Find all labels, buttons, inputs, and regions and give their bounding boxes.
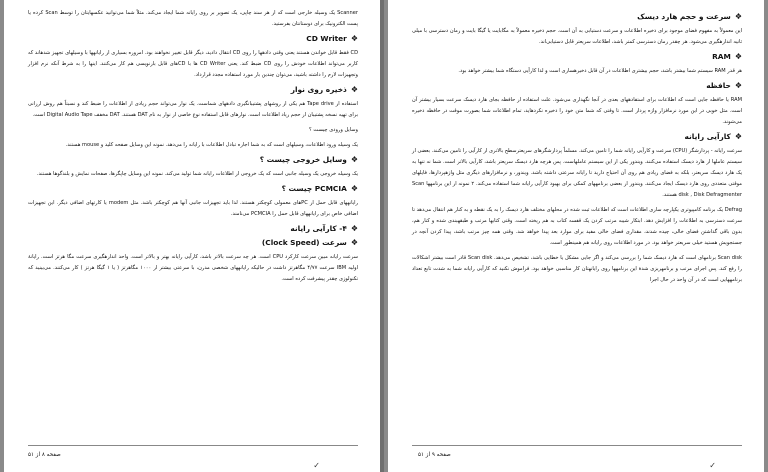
section-paragraph: استفاده از Tape drive هم یکی از روشهای پشتیبانگیری دادههای شماست. یک نوار می‌تواند حجم زیادی از اطلاعات را ضبط کند و نسبتاً هم روش ارزانی برای تهیه نسخه پشتیبان از حجم زیاد اطلاعات است. نوارهای قابل استفاده نوع خاصی از نوار به نام DAT هستند. DAT مخفف Digital Audio Tape است. [28,101,358,118]
section-heading [412,12,742,22]
bullet-icon: ❖ [734,81,742,90]
section-paragraph: یک وسیله خروجی یک وسیله جانبی است که یک خروجی از اطلاعات رایانه شما تولید می‌کند. نمونه این وسایل چاپگرها، صفحات نمایش و بلندگوها هستند. [36,171,358,177]
page-8-content [28,8,358,289]
section-title: سرعت و حجم هارد دیسک [637,12,731,21]
bullet-icon: ❖ [734,52,742,61]
bullet-icon: ❖ [350,34,358,43]
section-title: CD Writer [306,34,347,43]
section-title: ۴- کارآیی رایانه [290,224,347,233]
section-heading [412,81,742,91]
section-heading [412,52,742,62]
bullet-icon: ❖ [734,132,742,141]
section-heading [28,85,358,95]
section-heading [28,34,358,44]
section-title: کارآیی رایانه [684,132,731,141]
bullet-icon: ❖ [350,85,358,94]
section-title: ذخیره روی نوار [290,85,347,94]
section-paragraph: این معمولاً به مفهوم فضای موجود برای ذخیره اطلاعات و سرعت دستیابی به آن است. حجم ذخیره معمولاً به مگابایت یا گیگا بایت و زمان دسترسی با میلی ثانیه اندازهگیری می‌شود. هر چقدر زمان دسترسی کمتر باشد، اطلاعات سریعتر قابل دستیابی‌اند. [412,28,742,45]
bullet-icon: ❖ [350,238,358,247]
section-paragraph: سرعت رایانه مبین سرعت کارکرد CPU است. هر چه سرعت بالاتر باشد، کارآیی رایانه بهتر و بالاتر است. واحد اندازهگیری سرعت مگا هرتز است. رایانهٔ اولیه IBM سرعت ۴/۷۷ مگاهرتز داشت در حالیکه رایانههای شخصی مدرن، با سرعتی بیشتر از ۱۰۰۰ مگاهرتز ( یا ۱ گیگا هرتز ) کار می‌کنند. می‌بینید که تکنولوژی چقدر پیشرفت کرده است. [28,254,358,282]
section-paragraph: وسایل ورودی چیست ؟ [309,127,358,133]
section-paragraph: یک وسیله ورود اطلاعات، وسیلهای است که به شما اجازه تبادل اطلاعات با رایانه را می‌دهد. نمونه این وسایل صفحه کلید و mouse هستند. [65,142,358,148]
bullet-icon: ❖ [734,12,742,21]
page-number: صفحه ۹ از ۵۱ [418,452,451,458]
document-page-8 [4,0,380,472]
section-paragraph: CD فقط قابل خواندن هستند یعنی وقتی دادهها را روی CD انتقال دادید، دیگر قابل تغییر نخواهند بود. امروزه بسیاری از رایانهها با وسیلهای تجهیز شدهاند که کاربر می‌تواند اطلاعات خودش را روی CD ضبط کند. یعنی CD Writer ها با CDهای قابل بازنویسی هم کار می‌کنند. اینها را به شرط آنکه نرم افزار وتجهیزات لازم را داشته باشید، می‌توان چندین بار مورد استفاده مجدد قرارداد. [28,50,358,78]
bullet-icon: ❖ [350,155,358,164]
section-paragraph: RAM یا حافظه جایی است که اطلاعات برای استفادههای بعدی در آنجا نگهداری می‌شود. علت استفاده از حافظه بجای هارد دیسک سرعت بسیار بیشتر آن است. مثل خوبی در این مورد نرمافزار واژه پرداز است. تا وقتی که شما متن خود را ذخیره نکردهاید، تمام اطلاعات شما بصورت موقت در حافظه ذخیره می‌شوند. [412,97,742,125]
section-title: وسایل خروجی چیست ؟ [259,155,347,164]
section-paragraph: Scan disk برنامهای است که هارد دیسک شما را بررسی می‌کند و اگر جایی مشکل یا خطایی باشد، تشخیص می‌دهد. Scan disk قادر است بیشتر اشکالات را رفع کند. پس اجرای مرتب و برنامهریزی شدهٔ این برنامهها روی رایانهتان کار مناسبی خواهد بود. فراموش نکنید که کارآیی رایانه شما به شدت تابع تعداد برنامههایی است که در آن واحد در حال اجرا [412,255,743,283]
bullet-icon: ❖ [350,224,358,233]
section-heading [28,184,358,194]
document-page-9 [388,0,764,472]
gutter-shadow [380,0,384,472]
section-heading [28,155,358,165]
section-heading [28,238,358,248]
checkmark-icon: ✓ [313,461,320,470]
section-title: PCMCIA چیست ؟ [281,184,347,193]
section-paragraph: سرعت رایانه - پردازشگر (CPU) سرعت و کارآیی رایانه شما را تامین می‌کند. مسلماً پردازشگرهای سریعترسطح بالاتری از کارآیی را تامین می‌کنند. بعضی از سیستم عاملها از هارد دیسک استفاده می‌کنند. ویندوز یکی از این سیستم عاملهاست. پس هرچه هارد دیسک سریعتر باشد، کارآیی بالاتر است. شما نه تنها به یک هارد دیسک سریعتر، بلکه به فضای زیادی هم روی آن احتیاج دارید تا رایانه سرعتی داشته باشد. ویندوز، و نرمافزارهای دیگری مثل واژهپردازها، فایلهای موقتی متعددی روی هارد دیسک ایجاد می‌کنند. ویندوز از بعضی برنامههای کمکی برای بهبود کارآیی رایانه شما استفاده می‌کند. ۲ نمونه از این برنامهها Scan disk , Disk Defragmenter هستند. [412,148,742,198]
section-title: حافظه [706,81,731,90]
footer-rule [412,445,742,446]
section-paragraph: رایانههای قابل حمل از PCهای معمولی کوچکتر هستند. لذا باید تجهیزات جانبی آنها هم کوچکتر باشد. مثل modem یا کارتهای اضافی دیگر. این تجهیزات اضافی خاص برای رایانههای قابل حمل را PCMCIA می‌نامند. [28,200,359,217]
section-title: RAM [712,52,731,61]
page-number: صفحه ۸ از ۵۱ [28,452,61,458]
section-heading [28,224,358,234]
section-paragraph: هر قدر RAM سیستم شما بیشتر باشد، حجم بیشتری اطلاعات در آن قابل ذخیرهسازی است و لذا کارآیی دستگاه شما بیشتر خواهد بود. [458,68,742,74]
scanner-paragraph: Scanner یک وسیله خارجی است که از هر سند چاپی، یک تصویر بر روی رایانه شما ایجاد می‌کند. مثلاً شما می‌توانید عکسهایتان را توسط Scan کرده یا پست الکترونیک برای دوستانتان بفرستید. [28,10,358,27]
footer-rule [28,445,358,446]
checkmark-icon: ✓ [709,461,716,470]
section-title: سرعت (Clock Speed) [261,238,347,247]
section-heading [412,132,742,142]
section-paragraph: Defrag یک برنامه کامپیوتری یکپارچه سازی اطلاعات است که اطلاعات ثبت شده در محلهای مختلف هارد دیسک را به یک نقطه و به کنار هم انتقال می‌دهد تا سرعت دسترسی به اطلاعات را افزایش دهد. ابتکار شیبه مرتب کردن یک قفسه کتاب به هم ریخته است. وقتی کتابها مرتب و طبقهبندی شده و کنار هم، بدون باقی گذاشتن فضای خالی، چیده شدند، مقداری فضای خالی مفید برای موارد بعد پیدا خواهد شد. وقتی همه چیز مرتب باشد، پیدا کردن آنچه در جستجویش هستید خیلی سریعتر خواهد بود. در مورد اطلاعات روی رایانه هم همینطور است. [412,207,742,246]
page-9-content [412,8,742,290]
bullet-icon: ❖ [350,184,358,193]
